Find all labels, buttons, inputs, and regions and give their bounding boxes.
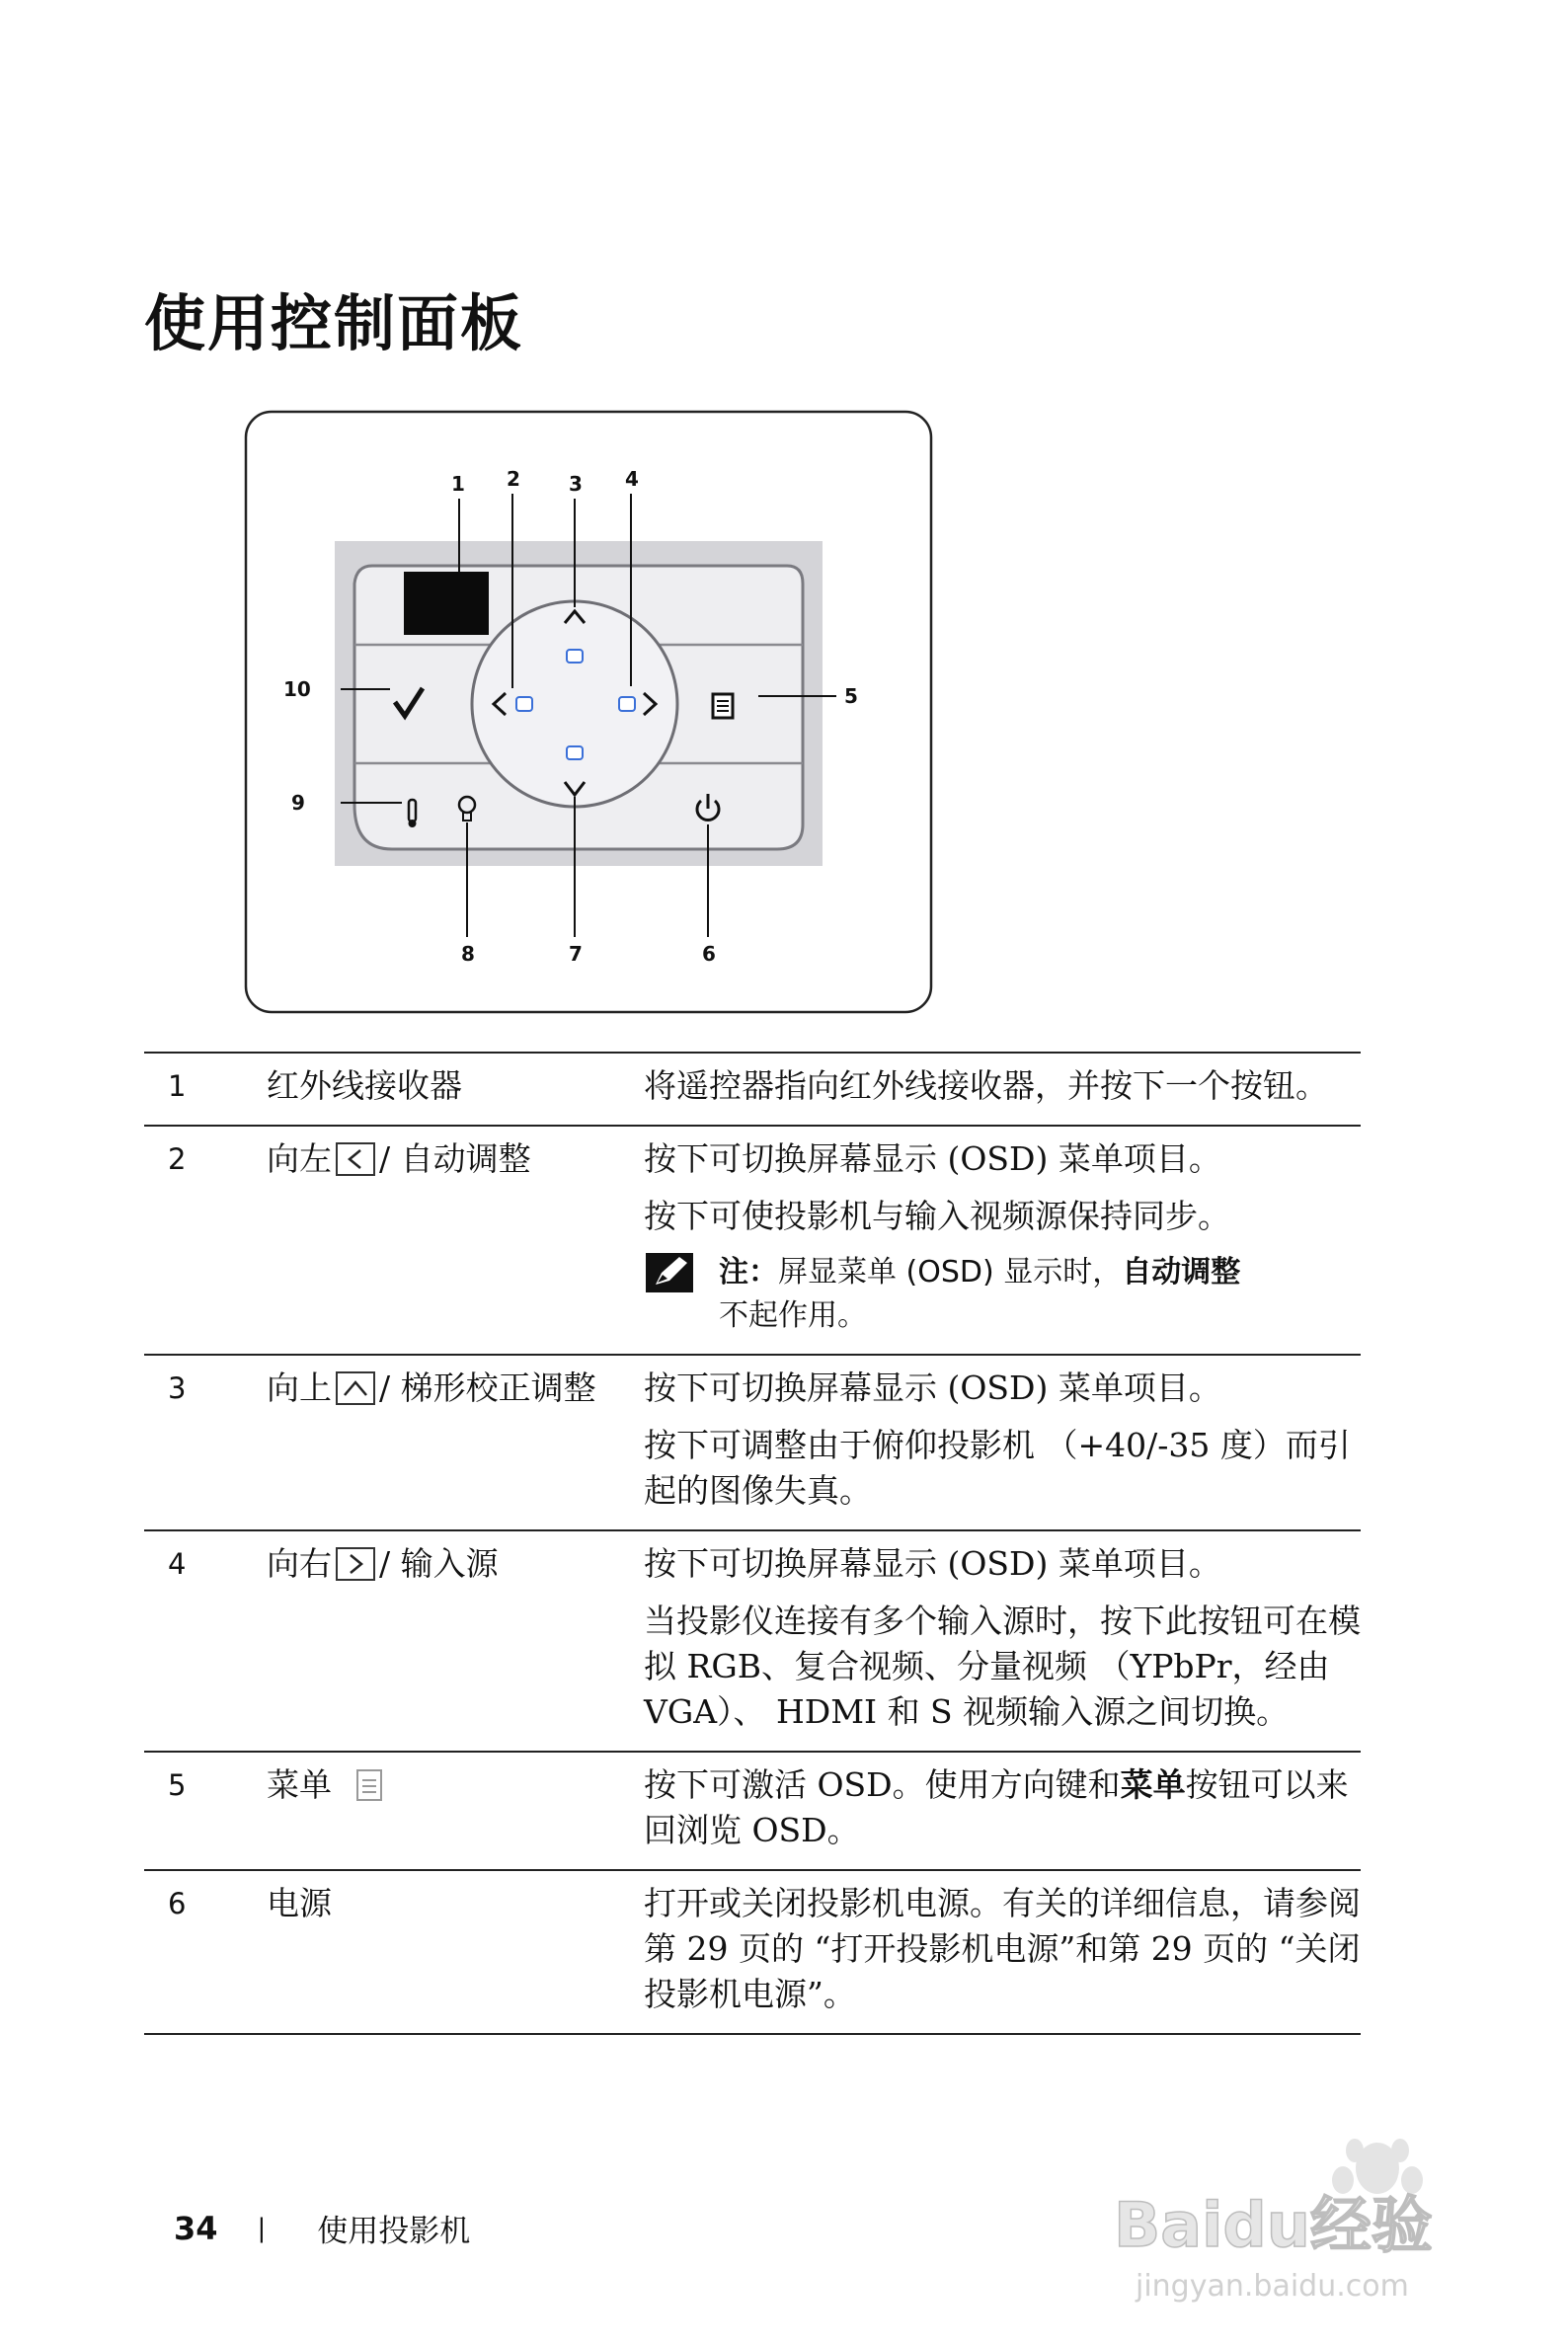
page-title: 使用控制面板 <box>144 287 524 359</box>
left-key-icon <box>336 1142 375 1176</box>
row-name: 电源 <box>267 1884 332 1922</box>
callout-9: 9 <box>291 791 305 815</box>
table-row <box>144 1126 1361 1355</box>
watermark-url: jingyan.baidu.com <box>1136 2269 1409 2304</box>
row-number: 2 <box>168 1142 187 1176</box>
table-row <box>144 1870 1361 2034</box>
page-number: 34 <box>174 2209 218 2247</box>
row-number: 5 <box>168 1768 187 1802</box>
baidu-watermark <box>1096 2123 1491 2320</box>
callout-1: 1 <box>451 472 465 496</box>
table-row <box>144 1752 1361 1870</box>
control-panel-table <box>144 1052 1361 2035</box>
callout-10: 10 <box>283 677 311 701</box>
row-description: 按下可切换屏幕显示 (OSD) 菜单项目。 按下可使投影机与输入视频源保持同步。 注：屏显菜单 (OSD) 显示时，自动调整 不起作用。 <box>644 1126 1361 1355</box>
table-row <box>144 1053 1361 1126</box>
row-name: 向右 / 输入源 <box>267 1544 499 1583</box>
menu-key-icon <box>355 1768 383 1802</box>
row-number: 6 <box>168 1887 187 1920</box>
watermark-brand: Baidu经验 <box>1114 2189 1433 2261</box>
row-name: 向上 / 梯形校正调整 <box>267 1368 596 1407</box>
callout-2: 2 <box>507 467 520 491</box>
callout-8: 8 <box>461 942 475 966</box>
ir-receiver <box>404 572 489 635</box>
row-description: 将遥控器指向红外线接收器，并按下一个按钮。 <box>644 1066 1328 1105</box>
keystone-icon <box>567 650 583 663</box>
callout-4: 4 <box>625 467 639 491</box>
footer-separator: | <box>257 2213 267 2243</box>
page-footer <box>174 2206 470 2250</box>
dpad <box>472 601 677 807</box>
row-name: 向左 / 自动调整 <box>267 1139 531 1178</box>
up-key-icon <box>336 1371 375 1405</box>
row-name: 菜单 <box>267 1752 644 1870</box>
row-name: 红外线接收器 <box>267 1066 462 1105</box>
row-number: 1 <box>168 1069 187 1103</box>
row-description: 按下可切换屏幕显示 (OSD) 菜单项目。 当投影仪连接有多个输入源时，按下此按钮可在模拟 RGB、复合视频、分量视频 （YPbPr，经由 VGA）、 HDMI 和 S 视频输入源之间切换。 <box>644 1544 1361 1731</box>
keystone-icon-bottom <box>567 746 583 759</box>
auto-adjust-icon <box>516 697 532 711</box>
row-number: 4 <box>168 1547 187 1581</box>
note-pencil-icon <box>644 1251 695 1294</box>
callout-6: 6 <box>702 942 716 966</box>
source-icon <box>619 697 635 711</box>
row-description: 按下可切换屏幕显示 (OSD) 菜单项目。 按下可调整由于俯仰投影机 （+40/-35 度）而引起的图像失真。 <box>644 1368 1351 1510</box>
callout-3: 3 <box>569 472 583 496</box>
table-row <box>144 1530 1361 1752</box>
row-description: 按下可激活 OSD。使用方向键和菜单按钮可以来回浏览 OSD。 <box>644 1765 1349 1849</box>
right-key-icon <box>336 1547 375 1581</box>
footer-section: 使用投影机 <box>317 2214 471 2249</box>
row-number: 3 <box>168 1371 187 1405</box>
callout-7: 7 <box>569 942 583 966</box>
row-description: 打开或关闭投影机电源。有关的详细信息，请参阅第 29 页的 “打开投影机电源”和第 29 页的 “关闭投影机电源”。 <box>644 1884 1361 2013</box>
control-panel-figure <box>244 410 933 1014</box>
note-box: 注：屏显菜单 (OSD) 显示时，自动调整 不起作用。 <box>644 1251 1361 1338</box>
callout-5: 5 <box>844 684 858 708</box>
table-row <box>144 1355 1361 1530</box>
